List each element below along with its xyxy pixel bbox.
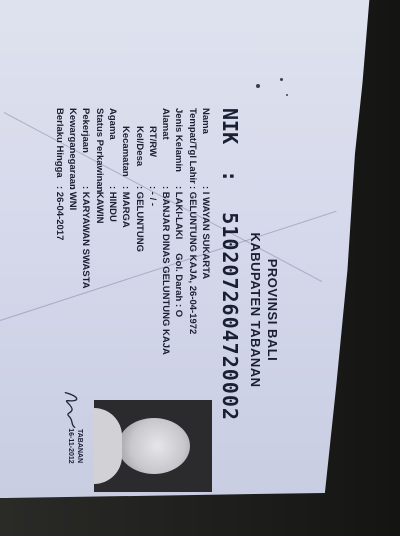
field-value: : 26-04-2017 [53, 186, 65, 241]
field-value: : WNI [67, 186, 79, 211]
nik-value: 5102072604720002 [218, 212, 242, 421]
province-title: PROVINSI BALI [265, 258, 280, 362]
blood-type: Gol. Darah : O [173, 253, 185, 318]
issue-date: 16-11-2012 [67, 428, 74, 464]
field-value: : KARYAWAN SWASTA [80, 186, 92, 289]
field-value: : KAWIN [93, 186, 105, 224]
field-label: Pekerjaan [80, 108, 92, 153]
field-row-citizenship [66, 108, 79, 388]
field-label: Nama [200, 108, 211, 134]
toner-speck [280, 78, 283, 81]
field-row-valid-until [52, 108, 65, 388]
toner-speck [286, 94, 288, 96]
field-value: : GELUNTUNG KAJA, 26-04-1972 [186, 186, 198, 335]
field-row-rtrw [146, 108, 159, 388]
id-photo [94, 400, 212, 492]
field-row-gender [172, 108, 185, 388]
regency-title: KABUPATEN TABANAN [248, 232, 263, 388]
field-row-nama [199, 108, 212, 388]
ktp-card [50, 100, 290, 520]
issue-place: TABANAN [76, 428, 83, 464]
field-row-district [119, 108, 132, 388]
field-row-village [132, 108, 145, 388]
field-label: Kecamatan [120, 126, 132, 177]
signature [42, 390, 102, 430]
field-row-birth [185, 108, 198, 388]
field-label: Agama [106, 108, 118, 140]
field-value: : HINDU [106, 186, 118, 222]
field-value: : GELUNTUNG [133, 186, 145, 252]
field-label: Kel/Desa [133, 126, 145, 167]
field-label: RT/RW [146, 126, 158, 157]
nik-colon: : [218, 170, 242, 183]
field-row-religion [106, 108, 119, 388]
field-value: : BANJAR DINAS GELUNTUNG KAJA [160, 186, 172, 355]
field-label: Berlaku Hingga [53, 108, 65, 178]
field-label: Jenis Kelamin [173, 108, 185, 172]
field-value: : I WAYAN SUKARTA [200, 186, 211, 280]
field-label: Kewarganegaraan [67, 108, 79, 190]
field-value: : LAKI-LAKI [173, 186, 185, 240]
field-label: Tempat/Tgl Lahir [186, 108, 198, 184]
field-row-marital [92, 108, 105, 388]
field-label: Status Perkawinan [93, 108, 105, 193]
nik-label: NIK [218, 108, 242, 145]
toner-speck [256, 84, 260, 88]
field-row-address [159, 108, 172, 388]
field-value: : - / - [146, 186, 158, 207]
field-value: : MARGA [120, 186, 132, 228]
personal-data-fields [52, 108, 212, 388]
field-label: Alamat [160, 108, 172, 140]
field-row-occupation [79, 108, 92, 388]
portrait-face [118, 418, 190, 474]
card-header [248, 100, 290, 520]
nik-row [218, 108, 242, 421]
